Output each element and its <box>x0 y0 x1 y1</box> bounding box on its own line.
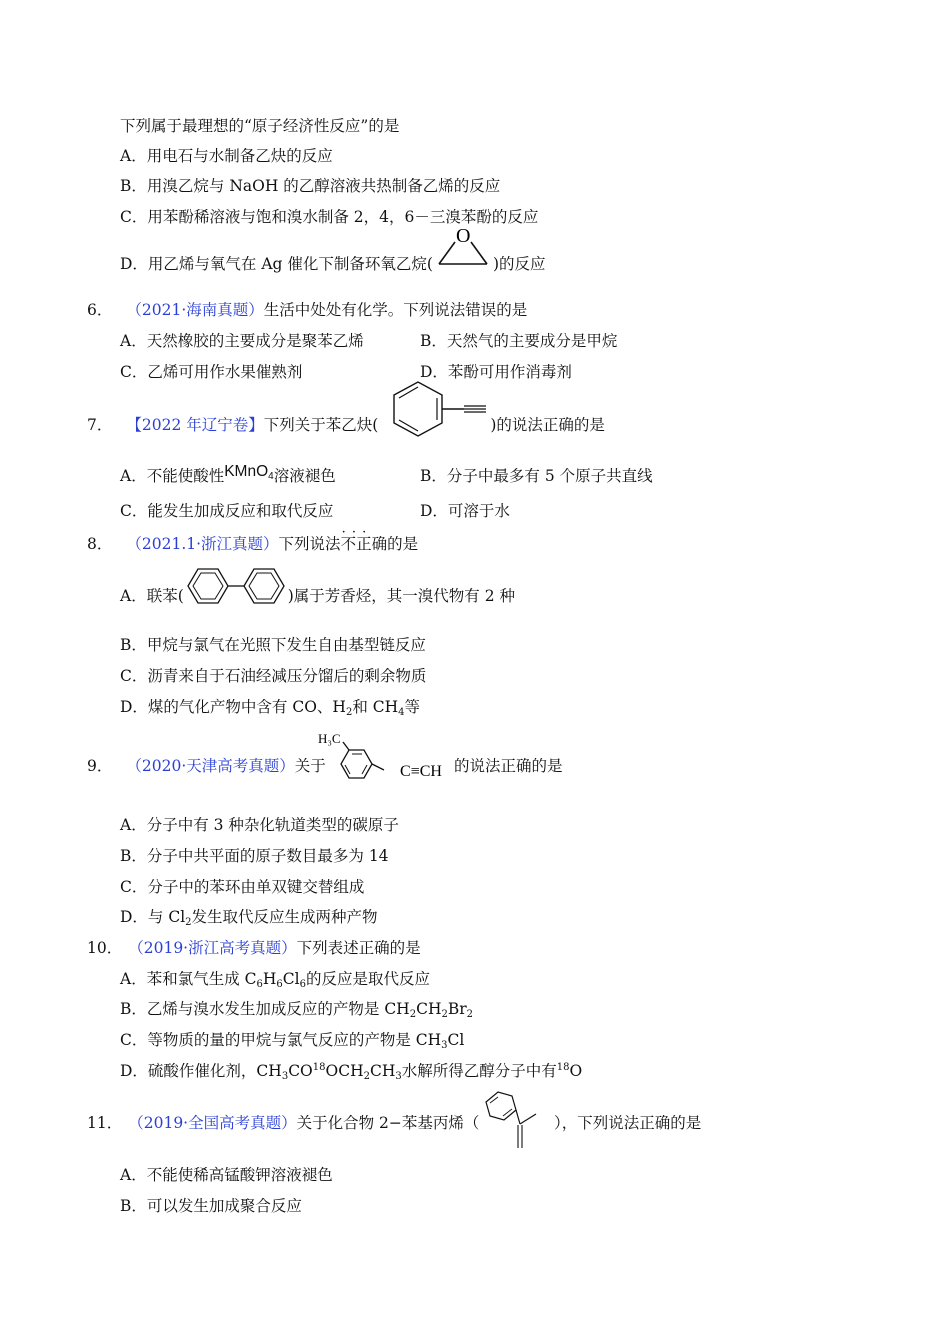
epoxide-oxygen-label: O <box>455 226 471 247</box>
q8-source: （2021.1·浙江真题） <box>126 535 279 553</box>
q9-stem-tail: 的说法正确的是 <box>454 757 563 775</box>
q9-option-b: B．分子中共平面的原子数目最多为 14 <box>120 847 389 865</box>
q7-option-a: A．不能使酸性KMnO$_4$溶液褪色 <box>120 463 336 485</box>
q7-option-b: B．分子中最多有 5 个原子共直线 <box>420 467 653 485</box>
alkyne-label: C≡CH <box>400 763 442 780</box>
q5-option-b: B．用溴乙烷与 NaOH 的乙醇溶液共热制备乙烯的反应 <box>120 177 501 195</box>
q5-option-d: D．用乙烯与氧气在 Ag 催化下制备环氧乙烷( O )的反应 <box>120 226 546 273</box>
phenylacetylene-structure <box>378 379 490 439</box>
q5-option-c: C．用苯酚稀溶液与饱和溴水制备 2，4，6－三溴苯酚的反应 <box>120 208 539 226</box>
methyl-label: H₃C <box>318 731 341 746</box>
q8-option-b: B．甲烷与氯气在光照下发生自由基型链反应 <box>120 636 426 654</box>
2-phenylpropene-structure <box>476 1088 552 1150</box>
q11-option-a: A．不能使稀高锰酸钾溶液褪色 <box>120 1166 333 1184</box>
q11-option-b: B．可以发生加成聚合反应 <box>120 1197 302 1215</box>
q6-option-c: C．乙烯可用作水果催熟剂 <box>120 363 303 381</box>
q11-stem: 11． （2019·全国高考真题）关于化合物 2−苯基丙烯（ <box>87 1114 480 1132</box>
q10-option-a: A．苯和氯气生成 $C_6H_6Cl_6$的反应是取代反应 <box>120 970 430 990</box>
emphasis-not-correct: · · · 不正确 <box>341 535 388 553</box>
q5-option-a: A．用电石与水制备乙炔的反应 <box>120 147 333 165</box>
q6-stem: 6． （2021·海南真题）生活中处处有化学。下列说法错误的是 <box>87 301 528 319</box>
q7-stem: 7． 【2022 年辽宁卷】下列关于苯乙炔( )的说法正确的是 <box>87 411 605 441</box>
q8-stem: 8． （2021.1·浙江真题）下列说法· · · 不正确的是 <box>87 534 418 554</box>
q6-option-a: A．天然橡胶的主要成分是聚苯乙烯 <box>120 332 364 350</box>
q5-stem: 下列属于最理想的“原子经济性反应”的是 <box>120 117 400 135</box>
epoxide-structure <box>433 226 493 270</box>
q9-option-d: D．与 $Cl_2$发生取代反应生成两种产物 <box>120 908 378 928</box>
q9-option-a: A．分子中有 3 种杂化轨道类型的碳原子 <box>120 816 399 834</box>
q10-option-c: C．等物质的量的甲烷与氯气反应的产物是 $CH_3Cl$ <box>120 1031 465 1051</box>
q9-source: （2020·天津高考真题） <box>126 757 295 775</box>
q8-option-d: D．煤的气化产物中含有 CO、$H_2$和 $CH_4$等 <box>120 698 421 718</box>
q7-option-d: D．可溶于水 <box>420 502 510 520</box>
kmno4-formula: KMnO$_4$ <box>224 463 274 482</box>
q8-option-a: A．联苯( )属于芳香烃，其一溴代物有 2 种 <box>120 586 515 607</box>
q6-option-d: D．苯酚可用作消毒剂 <box>420 363 572 381</box>
q7-option-c: C．能发生加成反应和取代反应 <box>120 502 334 520</box>
q6-source: （2021·海南真题） <box>126 301 264 319</box>
q10-stem: 10． （2019·浙江高考真题）下列表述正确的是 <box>87 939 421 957</box>
q8-option-c: C．沥青来自于石油经减压分馏后的剩余物质 <box>120 667 427 685</box>
q10-option-b: B．乙烯与溴水发生加成反应的产物是 $CH_2CH_2Br_2$ <box>120 1000 474 1020</box>
q6-option-b: B．天然气的主要成分是甲烷 <box>420 332 618 350</box>
q11-source: （2019·全国高考真题） <box>128 1114 297 1132</box>
q9-option-c: C．分子中的苯环由单双键交替组成 <box>120 878 365 896</box>
q10-option-d: D．硫酸作催化剂，$CH_3CO^{18}OCH_2CH_3$水解所得乙醇分子中有$^{18}$O <box>120 1062 583 1082</box>
biphenyl-structure <box>184 566 288 606</box>
q11-stem-tail: ），下列说法正确的是 <box>554 1114 702 1132</box>
m-tolylacetylene-structure <box>316 728 456 792</box>
q10-source: （2019·浙江高考真题） <box>128 939 297 957</box>
q7-source: 【2022 年辽宁卷】 <box>126 416 264 434</box>
q9-stem: 9． （2020·天津高考真题）关于 <box>87 757 326 775</box>
